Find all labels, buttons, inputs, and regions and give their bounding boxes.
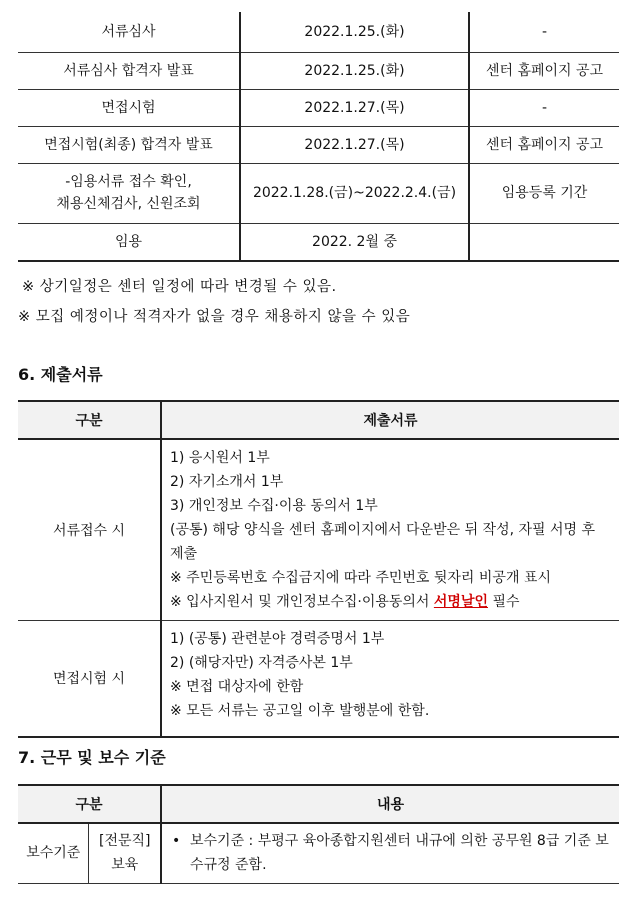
column-header: 구분 — [18, 401, 161, 439]
section-title: 7. 근무 및 보수 기준 — [18, 748, 166, 767]
row-label: 서류접수 시 — [18, 439, 161, 621]
doc-item: (공통) 해당 양식을 센터 홈페이지에서 다운받은 뒤 작성, 자필 서명 후 제출 — [170, 522, 596, 562]
row-label: 면접시험 시 — [18, 621, 161, 737]
table-row — [18, 823, 619, 883]
schedule-date: 2022.1.25.(화) — [240, 12, 469, 52]
schedule-stage: 면접시험 — [18, 89, 240, 126]
doc-item: 1) (공통) 관련분야 경력증명서 1부 — [170, 631, 385, 647]
doc-item: ※ 주민등록번호 수집금지에 따라 주민번호 뒷자리 비공개 표시 — [170, 570, 551, 586]
schedule-date: 2022. 2월 중 — [240, 223, 469, 261]
bullet-icon: • — [172, 833, 181, 850]
schedule-row — [18, 223, 619, 261]
column-header: 구분 — [18, 785, 161, 823]
pay-detail — [161, 823, 619, 883]
note-line: ※ 모집 예정이나 적격자가 없을 경우 채용하지 않을 수 있음 — [18, 309, 411, 325]
column-header: 내용 — [161, 785, 619, 823]
schedule-date: 2022.1.25.(화) — [240, 52, 469, 89]
schedule-table — [18, 12, 619, 262]
pay-category: 보수기준 — [18, 823, 89, 883]
pay-table — [18, 784, 619, 884]
emphasis-text: 서명날인 — [433, 594, 488, 610]
note-line: ※ 상기일정은 센터 일정에 따라 변경될 수 있음. — [22, 279, 337, 295]
row-content — [161, 439, 619, 621]
table-row — [18, 439, 619, 621]
schedule-note: 임용등록 기간 — [469, 163, 619, 223]
schedule-stage-line: 채용신체검사, 신원조회 — [56, 196, 201, 212]
documents-table — [18, 400, 619, 738]
schedule-date: 2022.1.27.(목) — [240, 126, 469, 163]
doc-item: 2) (해당자만) 자격증사본 1부 — [170, 655, 353, 671]
schedule-notes — [18, 272, 410, 332]
schedule-note — [469, 223, 619, 261]
schedule-stage: 서류심사 합격자 발표 — [18, 52, 240, 89]
section-title: 6. 제출서류 — [18, 365, 103, 384]
doc-item: 1) 응시원서 1부 — [170, 450, 270, 466]
schedule-stage: 면접시험(최종) 합격자 발표 — [18, 126, 240, 163]
schedule-note: 센터 홈페이지 공고 — [469, 52, 619, 89]
doc-item: ※ 면접 대상자에 한함 — [170, 679, 304, 695]
schedule-row — [18, 163, 619, 223]
schedule-note: - — [469, 89, 619, 126]
column-header: 제출서류 — [161, 401, 619, 439]
pay-detail-text: 보수기준 : 부평구 육아종합지원센터 내규에 의한 공무원 8급 기준 보수규정 준함. — [190, 833, 609, 874]
pay-subcategory: [전문직] 보육 — [89, 823, 161, 883]
doc-item: 2) 자기소개서 1부 — [170, 474, 284, 490]
doc-item: 3) 개인정보 수집·이용 동의서 1부 — [170, 498, 378, 514]
doc-item — [170, 590, 611, 614]
schedule-stage: 서류심사 — [18, 12, 240, 52]
doc-item: ※ 모든 서류는 공고일 이후 발행분에 한함. — [170, 703, 430, 719]
schedule-note: 센터 홈페이지 공고 — [469, 126, 619, 163]
schedule-stage: 임용 — [18, 223, 240, 261]
schedule-date: 2022.1.28.(금)~2022.2.4.(금) — [240, 163, 469, 223]
schedule-stage-line: -임용서류 접수 확인, — [65, 174, 192, 190]
row-content — [161, 621, 619, 737]
schedule-stage — [18, 163, 240, 223]
doc-item-text: 필수 — [488, 594, 520, 610]
schedule-date: 2022.1.27.(목) — [240, 89, 469, 126]
schedule-row — [18, 12, 619, 52]
schedule-row — [18, 126, 619, 163]
table-row — [18, 621, 619, 737]
schedule-note: - — [469, 12, 619, 52]
schedule-row — [18, 89, 619, 126]
doc-item-text: ※ 입사지원서 및 개인정보수집·이용동의서 — [170, 594, 434, 610]
schedule-row — [18, 52, 619, 89]
